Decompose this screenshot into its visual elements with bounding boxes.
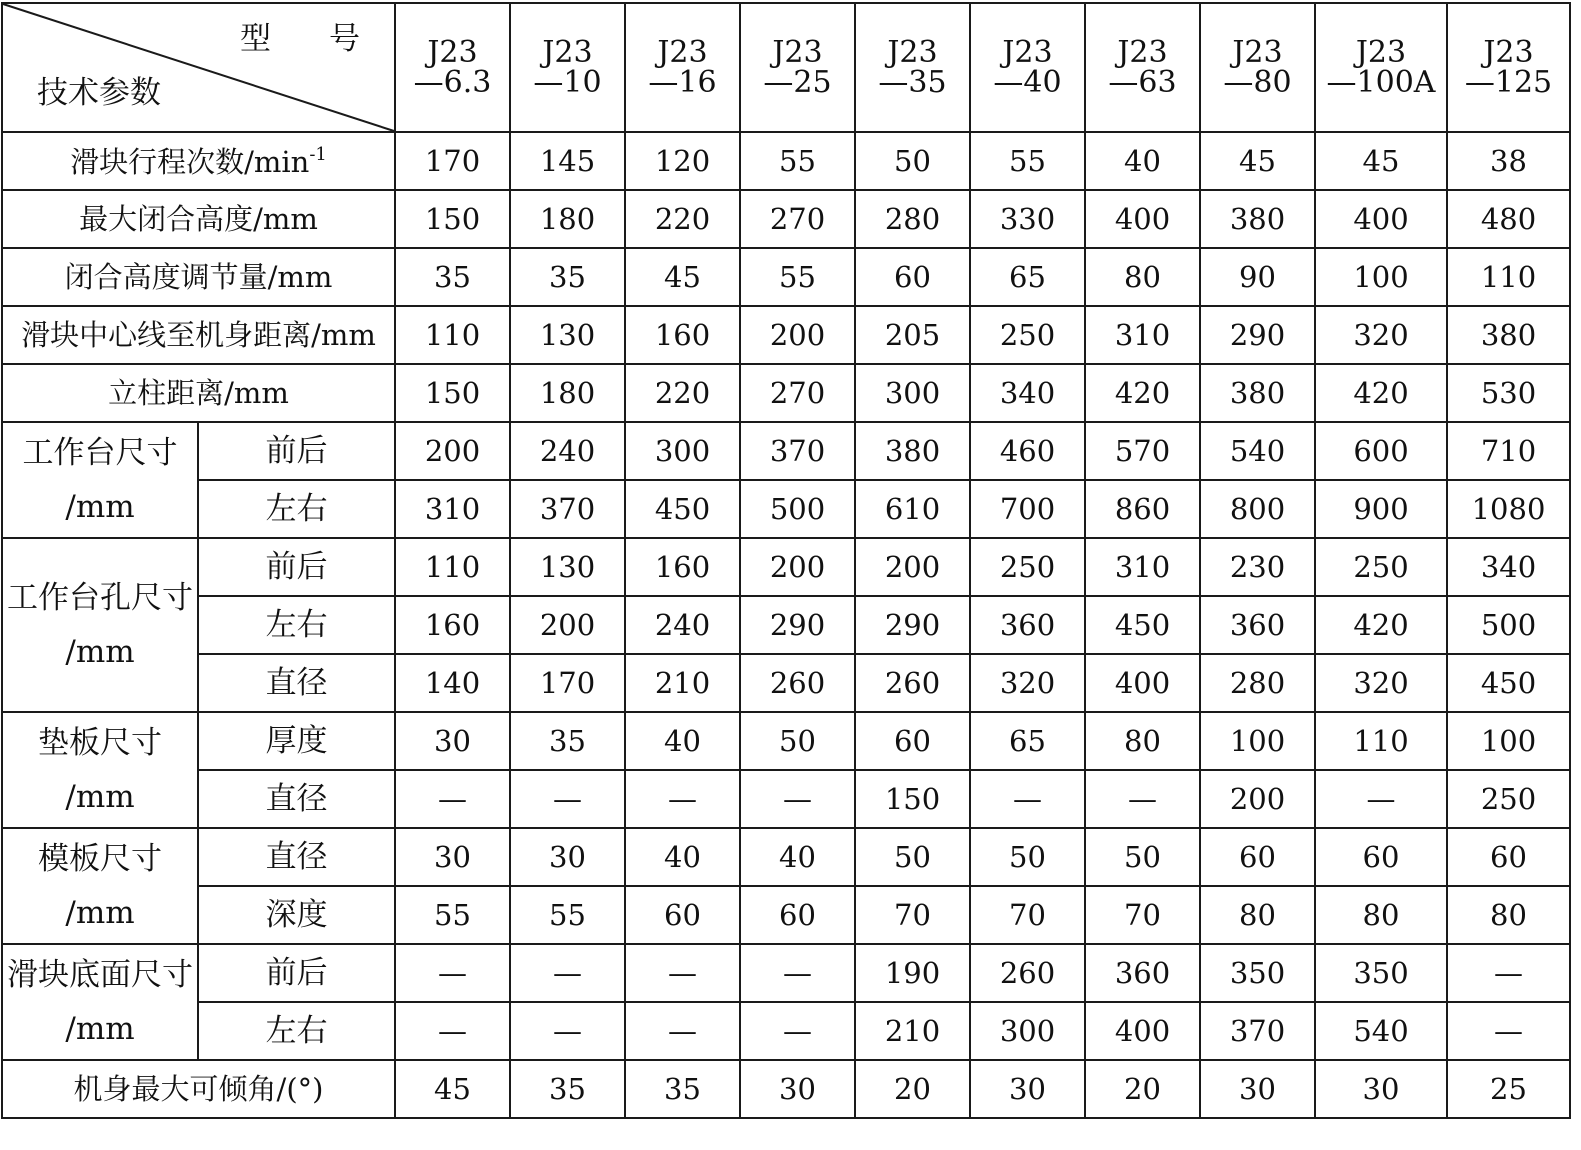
sub-label: 左右 — [198, 1002, 395, 1060]
value-cell: 240 — [510, 422, 625, 480]
value-cell: 420 — [1315, 596, 1447, 654]
value-cell: 290 — [855, 596, 970, 654]
value-cell: 50 — [855, 828, 970, 886]
row-table-hole-diameter — [2, 654, 1570, 712]
model-size: —125 — [1464, 64, 1553, 100]
sub-label: 深度 — [198, 886, 395, 944]
value-cell: 260 — [970, 944, 1085, 1002]
value-cell: 30 — [1200, 1060, 1315, 1118]
value-cell: 420 — [1085, 364, 1200, 422]
value-cell: 600 — [1315, 422, 1447, 480]
model-header — [970, 3, 1085, 132]
value-cell: 40 — [625, 828, 740, 886]
value-cell: 380 — [855, 422, 970, 480]
value-cell: 110 — [1447, 248, 1570, 306]
value-cell: 90 — [1200, 248, 1315, 306]
value-cell: 350 — [1315, 944, 1447, 1002]
value-cell: 35 — [510, 1060, 625, 1118]
parameter-label: 最大闭合高度/mm — [2, 190, 395, 248]
value-cell: 20 — [1085, 1060, 1200, 1118]
value-cell: — — [1447, 1002, 1570, 1060]
value-cell: — — [510, 770, 625, 828]
group-label-die-shank: 模板尺寸 /mm — [2, 828, 198, 944]
value-cell: 80 — [1315, 886, 1447, 944]
value-cell: 370 — [510, 480, 625, 538]
sub-label: 前后 — [198, 422, 395, 480]
press-spec-table — [1, 2, 1571, 1119]
row-die-shank-diameter — [2, 828, 1570, 886]
parameter-label: 机身最大可倾角/(°) — [2, 1060, 395, 1118]
row-table-hole-front-back — [2, 538, 1570, 596]
model-size: —80 — [1223, 64, 1292, 100]
value-cell: 400 — [1315, 190, 1447, 248]
value-cell: 290 — [740, 596, 855, 654]
value-cell: 250 — [970, 538, 1085, 596]
value-cell: 450 — [1447, 654, 1570, 712]
model-series: J23 — [1483, 34, 1534, 70]
row-slide-bottom-left-right — [2, 1002, 1570, 1060]
value-cell: 450 — [625, 480, 740, 538]
value-cell: — — [1315, 770, 1447, 828]
value-cell: 60 — [855, 248, 970, 306]
header-row — [2, 3, 1570, 132]
value-cell: 380 — [1447, 306, 1570, 364]
value-cell: 50 — [855, 132, 970, 190]
value-cell: 610 — [855, 480, 970, 538]
value-cell: 45 — [625, 248, 740, 306]
model-header — [1200, 3, 1315, 132]
model-header — [1447, 3, 1570, 132]
value-cell: 70 — [855, 886, 970, 944]
value-cell: 40 — [1085, 132, 1200, 190]
value-cell: 220 — [625, 364, 740, 422]
value-cell: 145 — [510, 132, 625, 190]
value-cell: 50 — [1085, 828, 1200, 886]
value-cell: 370 — [1200, 1002, 1315, 1060]
value-cell: 40 — [740, 828, 855, 886]
row-bolster-thickness — [2, 712, 1570, 770]
value-cell: 30 — [510, 828, 625, 886]
value-cell: 55 — [510, 886, 625, 944]
value-cell: 570 — [1085, 422, 1200, 480]
value-cell: 300 — [625, 422, 740, 480]
value-cell: 310 — [395, 480, 510, 538]
value-cell: 60 — [1447, 828, 1570, 886]
value-cell: 280 — [855, 190, 970, 248]
model-header — [625, 3, 740, 132]
value-cell: 320 — [1315, 306, 1447, 364]
model-size: —40 — [993, 64, 1062, 100]
value-cell: 70 — [1085, 886, 1200, 944]
value-cell: 45 — [1315, 132, 1447, 190]
value-cell: 210 — [625, 654, 740, 712]
value-cell: 50 — [970, 828, 1085, 886]
value-cell: 120 — [625, 132, 740, 190]
value-cell: 200 — [510, 596, 625, 654]
corner-header-cell — [2, 3, 418, 132]
sub-label: 直径 — [198, 828, 395, 886]
model-header — [855, 3, 970, 132]
value-cell: 1080 — [1447, 480, 1570, 538]
value-cell: 200 — [740, 538, 855, 596]
model-size: —6.3 — [413, 64, 492, 100]
value-cell: 200 — [740, 306, 855, 364]
value-cell: — — [1085, 770, 1200, 828]
row-table-hole-left-right — [2, 596, 1570, 654]
value-cell: 80 — [1085, 248, 1200, 306]
value-cell: 340 — [1447, 538, 1570, 596]
value-cell: 180 — [510, 190, 625, 248]
value-cell: 310 — [1085, 306, 1200, 364]
value-cell: 110 — [1315, 712, 1447, 770]
value-cell: 380 — [1200, 190, 1315, 248]
value-cell: 160 — [395, 596, 510, 654]
value-cell: 150 — [855, 770, 970, 828]
value-cell: — — [395, 1002, 510, 1060]
parameter-label: 滑块行程次数$/\min^{-1}$ — [2, 132, 395, 190]
value-cell: — — [510, 944, 625, 1002]
value-cell: 540 — [1315, 1002, 1447, 1060]
value-cell: 100 — [1447, 712, 1570, 770]
model-series: J23 — [1117, 34, 1168, 70]
value-cell: 30 — [970, 1060, 1085, 1118]
value-cell: 310 — [1085, 538, 1200, 596]
model-series: J23 — [427, 34, 478, 70]
sub-label: 直径 — [198, 654, 395, 712]
value-cell: 65 — [970, 712, 1085, 770]
parameter-label: 滑块中心线至机身距离/mm — [2, 306, 395, 364]
value-cell: 370 — [740, 422, 855, 480]
value-cell: 250 — [970, 306, 1085, 364]
parameter-header-label: 技术参数 — [37, 75, 161, 111]
value-cell: 40 — [625, 712, 740, 770]
model-series: J23 — [887, 34, 938, 70]
model-size: —100A — [1326, 64, 1436, 100]
value-cell: 420 — [1315, 364, 1447, 422]
value-cell: 20 — [855, 1060, 970, 1118]
value-cell: — — [625, 770, 740, 828]
unit-superscript: -1 — [309, 143, 327, 165]
row-table-size-front-back — [2, 422, 1570, 480]
row-table-size-left-right — [2, 480, 1570, 538]
sub-label: 左右 — [198, 480, 395, 538]
value-cell: 80 — [1085, 712, 1200, 770]
value-cell: 110 — [395, 306, 510, 364]
model-header — [1315, 3, 1447, 132]
row-max-tilt — [2, 1060, 1570, 1118]
value-cell: 450 — [1085, 596, 1200, 654]
value-cell: 200 — [1200, 770, 1315, 828]
value-cell: — — [740, 770, 855, 828]
value-cell: 360 — [970, 596, 1085, 654]
value-cell: 300 — [855, 364, 970, 422]
sub-label: 左右 — [198, 596, 395, 654]
parameter-label: 闭合高度调节量/mm — [2, 248, 395, 306]
row-bolster-diameter — [2, 770, 1570, 828]
value-cell: 25 — [1447, 1060, 1570, 1118]
value-cell: 250 — [1447, 770, 1570, 828]
model-series: J23 — [1002, 34, 1053, 70]
value-cell: 190 — [855, 944, 970, 1002]
model-series: J23 — [657, 34, 708, 70]
value-cell: 160 — [625, 306, 740, 364]
value-cell: 35 — [625, 1060, 740, 1118]
value-cell: 900 — [1315, 480, 1447, 538]
value-cell: 340 — [970, 364, 1085, 422]
value-cell: — — [510, 1002, 625, 1060]
value-cell: 45 — [1200, 132, 1315, 190]
value-cell: 150 — [395, 190, 510, 248]
value-cell: 710 — [1447, 422, 1570, 480]
group-label-table-size: 工作台尺寸 /mm — [2, 422, 198, 538]
value-cell: 210 — [855, 1002, 970, 1060]
row-stroke-rate — [2, 132, 1570, 190]
value-cell: — — [395, 770, 510, 828]
value-cell: 38 — [1447, 132, 1570, 190]
value-cell: 500 — [1447, 596, 1570, 654]
value-cell: 320 — [970, 654, 1085, 712]
value-cell: — — [970, 770, 1085, 828]
value-cell: — — [625, 944, 740, 1002]
value-cell: 60 — [1315, 828, 1447, 886]
value-cell: 220 — [625, 190, 740, 248]
sub-label: 厚度 — [198, 712, 395, 770]
sub-label: 前后 — [198, 538, 395, 596]
model-series: J23 — [1355, 34, 1407, 70]
value-cell: 240 — [625, 596, 740, 654]
value-cell: 360 — [1200, 596, 1315, 654]
value-cell: 860 — [1085, 480, 1200, 538]
value-cell: 35 — [395, 248, 510, 306]
value-cell: 200 — [395, 422, 510, 480]
value-cell: 140 — [395, 654, 510, 712]
group-label-bolster: 垫板尺寸 /mm — [2, 712, 198, 828]
value-cell: 130 — [510, 306, 625, 364]
model-size: —10 — [533, 64, 602, 100]
parameter-label: 立柱距离/mm — [2, 364, 395, 422]
row-closed-height-adjust — [2, 248, 1570, 306]
value-cell: — — [1447, 944, 1570, 1002]
value-cell: 55 — [740, 132, 855, 190]
value-cell: — — [740, 1002, 855, 1060]
value-cell: 320 — [1315, 654, 1447, 712]
value-cell: 30 — [1315, 1060, 1447, 1118]
value-cell: 270 — [740, 190, 855, 248]
value-cell: 65 — [970, 248, 1085, 306]
value-cell: 530 — [1447, 364, 1570, 422]
value-cell: 260 — [855, 654, 970, 712]
value-cell: 35 — [510, 712, 625, 770]
value-cell: 700 — [970, 480, 1085, 538]
model-size: —25 — [763, 64, 832, 100]
value-cell: 400 — [1085, 190, 1200, 248]
value-cell: 80 — [1200, 886, 1315, 944]
value-cell: 30 — [395, 828, 510, 886]
value-cell: 270 — [740, 364, 855, 422]
model-header — [1085, 3, 1200, 132]
value-cell: 250 — [1315, 538, 1447, 596]
value-cell: — — [395, 944, 510, 1002]
value-cell: 330 — [970, 190, 1085, 248]
value-cell: 300 — [970, 1002, 1085, 1060]
value-cell: 60 — [740, 886, 855, 944]
model-header — [740, 3, 855, 132]
value-cell: 400 — [1085, 654, 1200, 712]
value-cell: 50 — [740, 712, 855, 770]
value-cell: 60 — [1200, 828, 1315, 886]
value-cell: 180 — [510, 364, 625, 422]
value-cell: 100 — [1200, 712, 1315, 770]
value-cell: 55 — [395, 886, 510, 944]
value-cell: 170 — [510, 654, 625, 712]
value-cell: 30 — [740, 1060, 855, 1118]
value-cell: 205 — [855, 306, 970, 364]
value-cell: 60 — [625, 886, 740, 944]
value-cell: 170 — [395, 132, 510, 190]
value-cell: 540 — [1200, 422, 1315, 480]
value-cell: 480 — [1447, 190, 1570, 248]
row-column-distance — [2, 364, 1570, 422]
value-cell: 160 — [625, 538, 740, 596]
value-cell: 500 — [740, 480, 855, 538]
value-cell: 260 — [740, 654, 855, 712]
row-die-shank-depth — [2, 886, 1570, 944]
row-max-closed-height — [2, 190, 1570, 248]
model-size: —16 — [648, 64, 717, 100]
value-cell: 800 — [1200, 480, 1315, 538]
value-cell: 80 — [1447, 886, 1570, 944]
value-cell: 350 — [1200, 944, 1315, 1002]
value-cell: 110 — [395, 538, 510, 596]
value-cell: 150 — [395, 364, 510, 422]
value-cell: 70 — [970, 886, 1085, 944]
value-cell: 55 — [740, 248, 855, 306]
sub-label: 直径 — [198, 770, 395, 828]
value-cell: 200 — [855, 538, 970, 596]
value-cell: 60 — [855, 712, 970, 770]
value-cell: 30 — [395, 712, 510, 770]
model-header — [510, 3, 625, 132]
value-cell: — — [740, 944, 855, 1002]
value-cell: 100 — [1315, 248, 1447, 306]
sub-label: 前后 — [198, 944, 395, 1002]
value-cell: 35 — [510, 248, 625, 306]
value-cell: 55 — [970, 132, 1085, 190]
model-size: —63 — [1108, 64, 1177, 100]
model-header-label: 型号 — [240, 21, 418, 57]
value-cell: 230 — [1200, 538, 1315, 596]
value-cell: 380 — [1200, 364, 1315, 422]
value-cell: 130 — [510, 538, 625, 596]
model-size: —35 — [878, 64, 947, 100]
value-cell: 400 — [1085, 1002, 1200, 1060]
value-cell: 45 — [395, 1060, 510, 1118]
value-cell: 460 — [970, 422, 1085, 480]
value-cell: — — [625, 1002, 740, 1060]
model-series: J23 — [772, 34, 823, 70]
model-series: J23 — [1232, 34, 1283, 70]
group-label-table-hole: 工作台孔尺寸 /mm — [2, 538, 198, 712]
row-slide-bottom-front-back — [2, 944, 1570, 1002]
value-cell: 290 — [1200, 306, 1315, 364]
value-cell: 360 — [1085, 944, 1200, 1002]
value-cell: 280 — [1200, 654, 1315, 712]
group-label-slide-bottom: 滑块底面尺寸 /mm — [2, 944, 198, 1060]
model-series: J23 — [542, 34, 593, 70]
row-slide-center-distance — [2, 306, 1570, 364]
